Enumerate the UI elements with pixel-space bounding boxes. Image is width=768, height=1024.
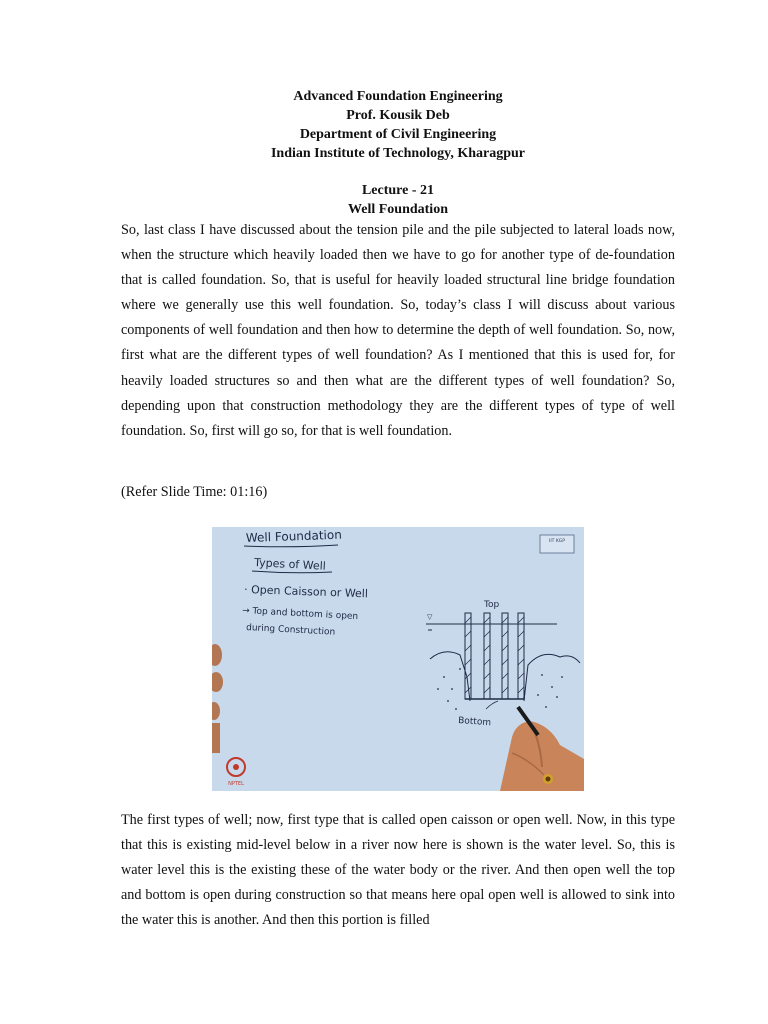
slide-note-line1: → Top and bottom is open (241, 606, 359, 623)
body-paragraph-2: The first types of well; now, first type that is called open caisson or open well. Now, in this type that this is existing mid-level below in a river now here is shown is the water level. So, this is water level this is the existing these of the water body or the river. And then open well the top and bottom is open during construction so that means here opal open well is allowed to sink into the water this is another. And then this portion is filled (121, 812, 675, 929)
course-title: Advanced Foundation Engineering (293, 89, 503, 104)
slide-title: Well Foundation (245, 527, 343, 545)
lecture-slide-image (212, 527, 584, 791)
department-name: Department of Civil Engineering (299, 127, 497, 142)
lecture-number: Lecture - 21 (361, 183, 435, 198)
professor-name: Prof. Kousik Deb (346, 108, 450, 123)
slide-note-line2: during Construction (245, 623, 336, 638)
badge-line1: IIT KGP (549, 539, 565, 544)
refer-slide-time: (Refer Slide Time: 01:16) (121, 484, 268, 500)
whiteboard-drawing (212, 527, 584, 791)
header-gap (0, 163, 768, 181)
slide-subtitle: Types of Well (253, 556, 327, 573)
label-top: Top (484, 600, 500, 610)
body-paragraph-1: So, last class I have discussed about the tension pile and the pile subjected to lateral loads now, when the structure which heavily loaded then we have to go for another type of de-foundation that is called foundation. So, that is useful for heavily loaded structural line bridge foundation where we generally use this well foundation. So, today’s class I will discuss about various components of well foundation and then how to determine the depth of well foundation. So, now, first what are the different types of well foundation? As I mentioned that this is used for, for heavily loaded structures so and then what are the different types of well foundation? So, depending upon that construction methodology they are the different types of type of well foundation. So, first will go so, for that is well foundation. (121, 222, 675, 439)
lecture-topic: Well Foundation (348, 202, 448, 217)
logo-text: NPTEL (228, 781, 244, 787)
svg-text:▽: ▽ (427, 613, 433, 621)
institute-name: Indian Institute of Technology, Kharagpur (270, 146, 525, 161)
slide-bullet: · Open Caisson or Well (243, 583, 369, 601)
label-bottom: Bottom (457, 716, 492, 729)
lecture-header (0, 87, 768, 219)
